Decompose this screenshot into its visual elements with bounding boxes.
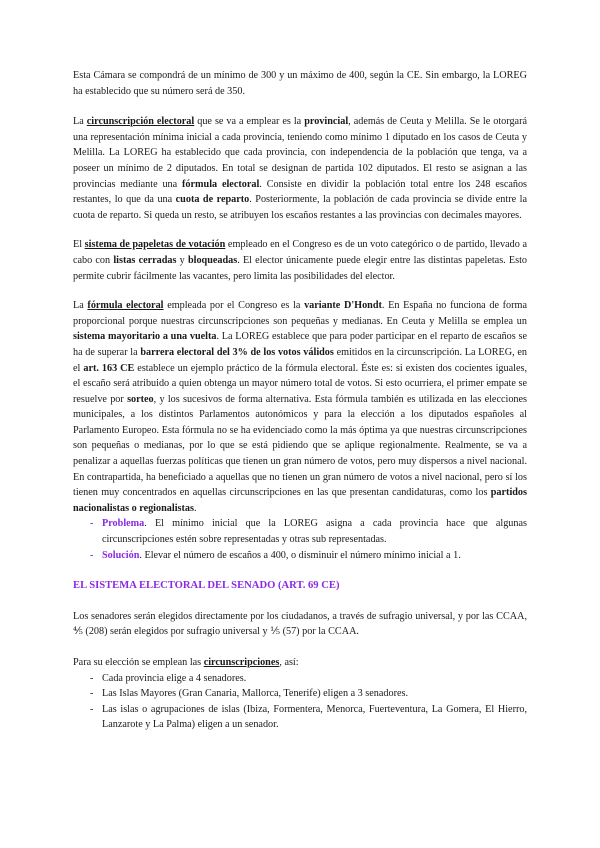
text: El xyxy=(73,239,85,251)
term-provincial: provincial xyxy=(304,116,349,128)
term-partidos-nacionalistas: partidos nacionalistas o regionalistas xyxy=(73,487,527,514)
section-heading-senado: EL SISTEMA ELECTORAL DEL SENADO (ART. 69 CE) xyxy=(73,580,340,592)
text: . En España no funciona de forma proporcional porque nuestras circunscripciones son pequeñas y medianas. En Ceuta y Melilla se emplea un xyxy=(73,300,527,327)
bullet-dash: - xyxy=(90,703,94,715)
bullet-dash: - xyxy=(90,518,94,530)
bullet-dash: - xyxy=(90,672,94,684)
term-variante-dhondt: variante D'Hondt xyxy=(304,300,382,312)
text: . Posteriormente, la población de cada provincia se divide entre la cuota de reparto. Si queda un resto, se atribuyen los escaños restantes a las provincias con decimales mayores. xyxy=(73,194,527,221)
list-item-text: . Elevar el número de escaños a 400, o disminuir el número mínimo inicial a 1. xyxy=(139,549,461,561)
bullet-list-senadores xyxy=(73,671,527,733)
bullet-dash: - xyxy=(90,688,94,700)
list-item xyxy=(73,686,527,702)
list-item-text: . El mínimo inicial que la LOREG asigna a cada provincia hace que algunas circunscripciones estén sobre representadas y otras sub representadas. xyxy=(102,518,527,546)
paragraph-camara-size: Esta Cámara se compondrá de un mínimo de 300 y un máximo de 400, según la CE. Sin embargo, la LOREG ha establecido que su número será de 350. xyxy=(73,70,527,97)
list-item xyxy=(73,548,527,564)
term-sorteo: sorteo xyxy=(127,393,154,405)
text: empleada por el Congreso es la xyxy=(163,300,305,312)
text: Para su elección se emplean las xyxy=(73,657,204,668)
term-bloqueadas: bloqueadas xyxy=(187,254,238,266)
term-formula-electoral: fórmula electoral xyxy=(182,178,260,190)
text: y xyxy=(176,254,188,266)
bullet-dash: - xyxy=(90,549,94,561)
paragraph-papeletas xyxy=(73,237,527,284)
list-item xyxy=(73,702,527,733)
text: , además de Ceuta y Melilla. Se le otorgará una representación mínima inicial a cada provincia, teniendo como mínimo 1 diputado en los casos de Ceuta y Melilla. La LOREG ha establecido que cada provincia, con independencia de la población que tenga, va a poseer un mínimo de 2 diputados. En total se designan de partida 102 diputados. El resto se asignan a las provincias mediante una xyxy=(73,116,527,190)
term-formula-electoral: fórmula electoral xyxy=(87,300,164,312)
text: . La LOREG establece que para poder participar en el reparto de escaños se ha de superar la xyxy=(73,331,527,358)
term-circunscripcion-electoral: circunscripción electoral xyxy=(86,116,195,128)
document-page xyxy=(73,68,527,733)
term-barrera-electoral: barrera electoral del 3% de los votos válidos xyxy=(140,346,334,358)
list-item-text: Las islas o agrupaciones de islas (Ibiza, Formentera, Menorca, Fuerteventura, La Gomera, El Hierro, Lanzarote y La Palma) eligen a un senador. xyxy=(102,703,527,731)
paragraph-circunscripcion xyxy=(73,114,527,223)
paragraph-circunscripciones-senado xyxy=(73,655,527,671)
term-circunscripciones: circunscripciones xyxy=(203,657,280,668)
term-listas-cerradas: listas cerradas xyxy=(113,254,177,266)
paragraph-formula-dhondt xyxy=(73,298,527,516)
term-cuota-reparto: cuota de reparto xyxy=(175,194,250,206)
text: emitidos en la circunscripción. La LOREG, en el xyxy=(73,346,527,374)
list-item xyxy=(73,671,527,687)
label-solucion: Solución xyxy=(102,549,140,561)
text: que se va a emplear es la xyxy=(194,116,305,128)
text: empleado en el Congreso es de un voto categórico o de partido, llevado a cabo con xyxy=(73,239,527,266)
term-art-163: art. 163 CE xyxy=(83,362,135,374)
list-item xyxy=(73,516,527,547)
term-sistema-papeletas: sistema de papeletas de votación xyxy=(84,239,226,251)
text: , y los sucesivos de forma alternativa. Esta fórmula también es utilizada en las elecciones municipales, a los distintos Parlamentos autonómicos y para la elección a los diputados españoles al Parlamento Europeo. Esta fórmula no se ha evidenciado como la más óptima ya que nuestras circunscripciones son pequeñas o medianas, por lo que se está pidiendo que se aplique regionalmente. Realmente, se va a penalizar a aquellas fuerzas políticas que tienen un gran número de votos, pero muy dispersos a nivel nacional. En contrapartida, ha beneficiado a aquellas que no tienen un gran número de votos a nivel nacional, pero sí los tienen muy concentrados en aquellas circunscripciones en las que presentan candidaturas, como los xyxy=(73,393,527,499)
text: La xyxy=(73,116,87,128)
list-item-text: Las Islas Mayores (Gran Canaria, Mallorca, Tenerife) eligen a 3 senadores. xyxy=(102,688,409,700)
term-sistema-mayoritario: sistema mayoritario a una vuelta xyxy=(73,331,217,343)
bullet-list-problema-solucion xyxy=(73,516,527,563)
text: . El elector únicamente puede elegir entre las distintas papeletas. Esto permite cubrir fácilmente las vacantes, pero limita las posibilidades del elector. xyxy=(73,254,528,282)
text: , así: xyxy=(279,657,299,668)
list-item-text: Cada provincia elige a 4 senadores. xyxy=(102,672,247,684)
label-problema: Problema xyxy=(102,518,145,530)
text: . xyxy=(193,502,197,514)
text: establece un ejemplo práctico de la fórmula electoral. Éste es: si existen dos cocientes iguales, el escaño será atribuido a quien obtenga un mayor número total de votos. Si esto ocurriera, el primer empate se resuelve por xyxy=(73,362,527,405)
text: . Consiste en dividir la población total entre los 248 escaños restantes, lo que da una xyxy=(73,178,528,206)
text: La xyxy=(73,300,88,312)
paragraph-senadores: Los senadores serán elegidos directamente por los ciudadanos, a través de sufragio universal, y por las CCAA, ⅘ (208) serán elegidos por sufragio universal y ⅕ (57) por la CCAA. xyxy=(73,610,527,638)
